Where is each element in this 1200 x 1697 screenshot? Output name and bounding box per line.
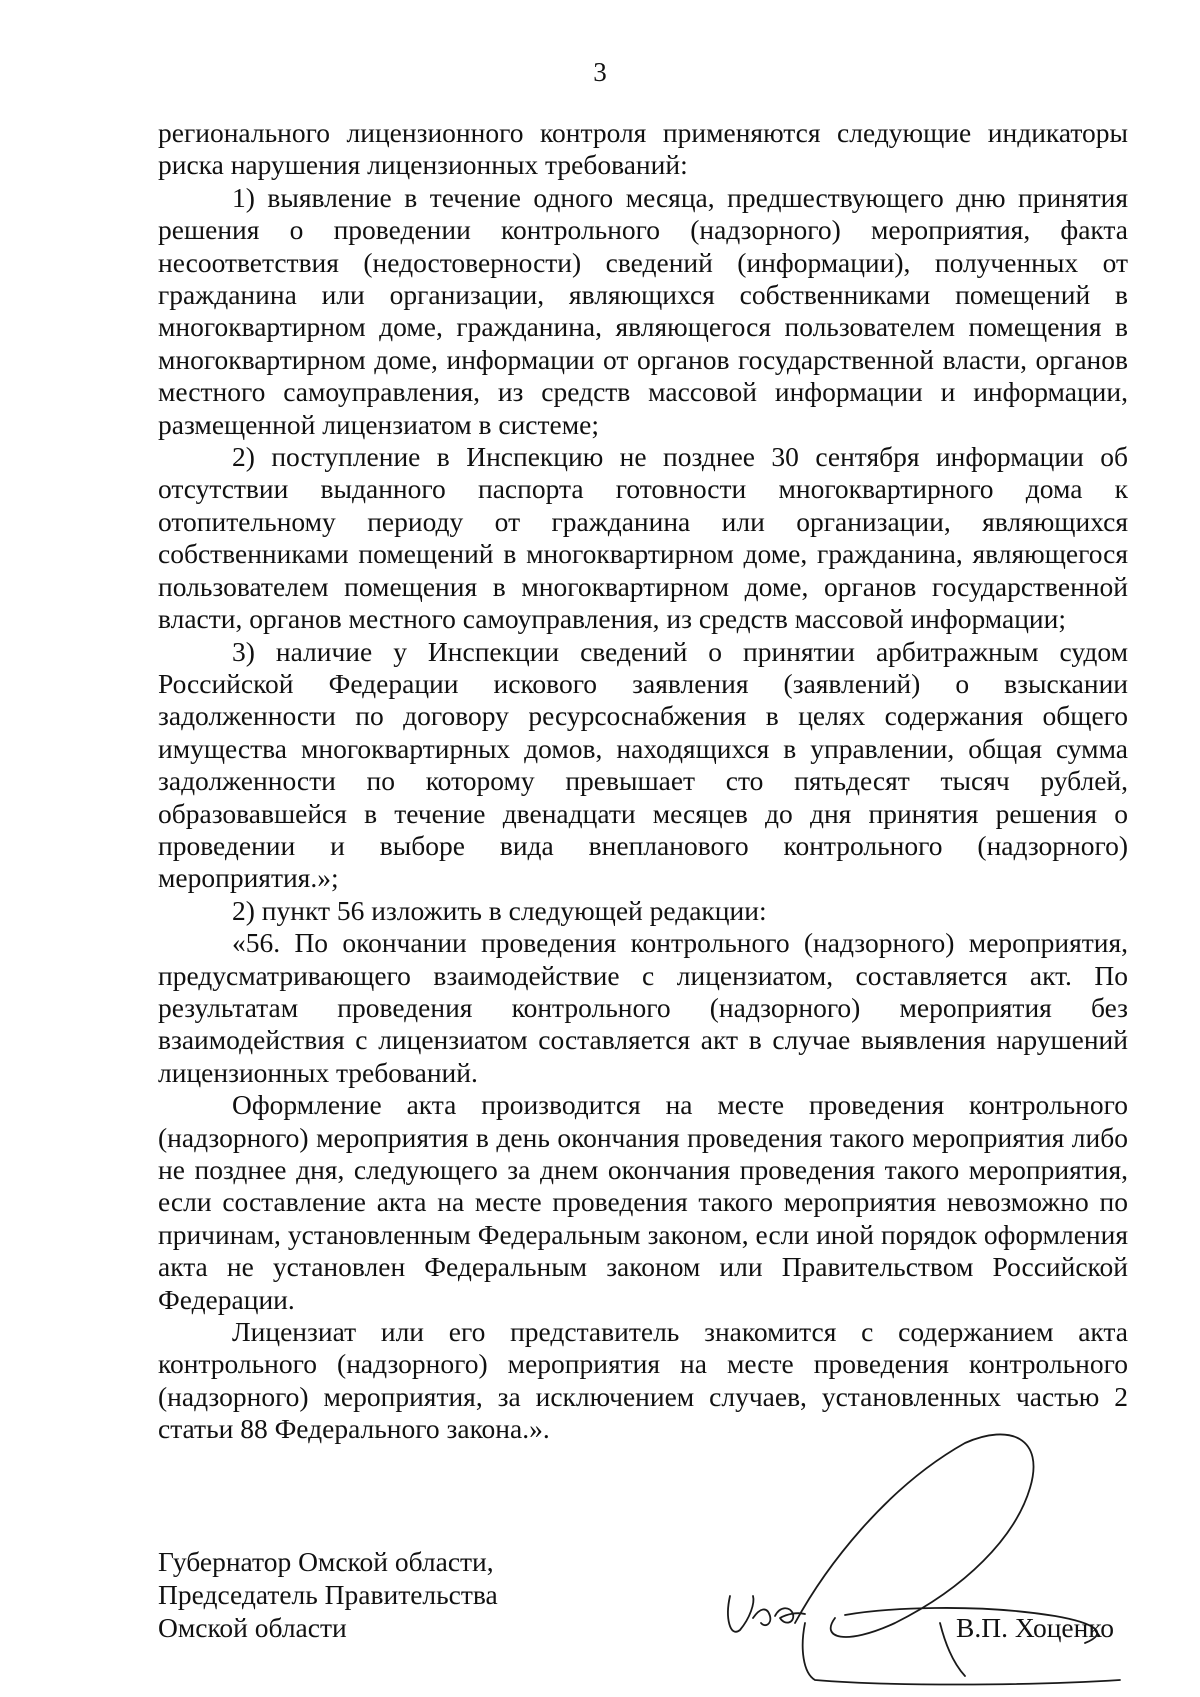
signatory-title <box>158 1545 498 1644</box>
paragraph-amendment: 2) пункт 56 изложить в следующей редакции: <box>232 894 767 926</box>
paragraph-continuation: регионального лицензионного контроля применяются следующие индикаторы риска нарушения лицензионных требований: <box>158 117 1128 181</box>
paragraph-item-1: 1) выявление в течение одного месяца, предшествующего дню принятия решения о проведении контрольного (надзорного) мероприятия, факта несоответствия (недостоверности) сведений (информации), полученных от гражданина или организации, являющихся собственниками помещений в многоквартирном доме, гражданина, являющегося пользователем помещения в многоквартирном доме, информации от органов государственной власти, органов местного самоуправления, из средств массовой информации и информации, размещенной лицензиатом в системе; <box>158 181 1128 440</box>
signatory-title-line: Председатель Правительства <box>158 1579 498 1610</box>
signatory-title-line: Омской области <box>158 1612 347 1643</box>
page-number: 3 <box>593 57 607 87</box>
signatory-name: В.П. Хоценко <box>956 1612 1115 1643</box>
document-body <box>158 117 1128 1446</box>
signatory-title-line: Губернатор Омской области, <box>158 1546 494 1577</box>
paragraph-act-familiarization: Лицензиат или его представитель знакомится с содержанием акта контрольного (надзорного) мероприятия на месте проведения контрольного (надзорного) мероприятия, за исключением случаев, установленных частью 2 статьи 88 Федерального закона.». <box>158 1316 1128 1445</box>
paragraph-act-registration: Оформление акта производится на месте проведения контрольного (надзорного) мероприятия в день окончания проведения такого мероприятия либо не позднее дня, следующего за днем окончания проведения такого мероприятия, если составление акта на месте проведения такого мероприятия невозможно по причинам, установленным Федеральным законом, если иной порядок оформления акта не установлен Федеральным законом или Правительством Российской Федерации. <box>158 1089 1128 1315</box>
paragraph-clause-56: «56. По окончании проведения контрольного (надзорного) мероприятия, предусматривающего взаимодействие с лицензиатом, составляется акт. По результатам проведения контрольного (надзорного) мероприятия без взаимодействия с лицензиатом составляется акт в случае выявления нарушений лицензионных требований. <box>158 927 1128 1088</box>
handwritten-signature <box>725 1418 1125 1688</box>
paragraph-item-3: 3) наличие у Инспекции сведений о принятии арбитражным судом Российской Федерации искового заявления (заявлений) о взыскании задолженности по договору ресурсоснабжения в целях содержания общего имущества многоквартирных домов, находящихся в управлении, общая сумма задолженности по которому превышает сто пятьдесят тысяч рублей, образовавшейся в течение двенадцати месяцев до дня принятия решения о проведении и выборе вида внепланового контрольного (надзорного) мероприятия.»; <box>158 635 1128 894</box>
paragraph-item-2: 2) поступление в Инспекцию не позднее 30 сентября информации об отсутствии выданного паспорта готовности многоквартирного дома к отопительному периоду от гражданина или организации, являющихся собственниками помещений в многоквартирном доме, гражданина, являющегося пользователем помещения в многоквартирном доме, органов государственной власти, органов местного самоуправления, из средств массовой информации; <box>158 441 1128 635</box>
